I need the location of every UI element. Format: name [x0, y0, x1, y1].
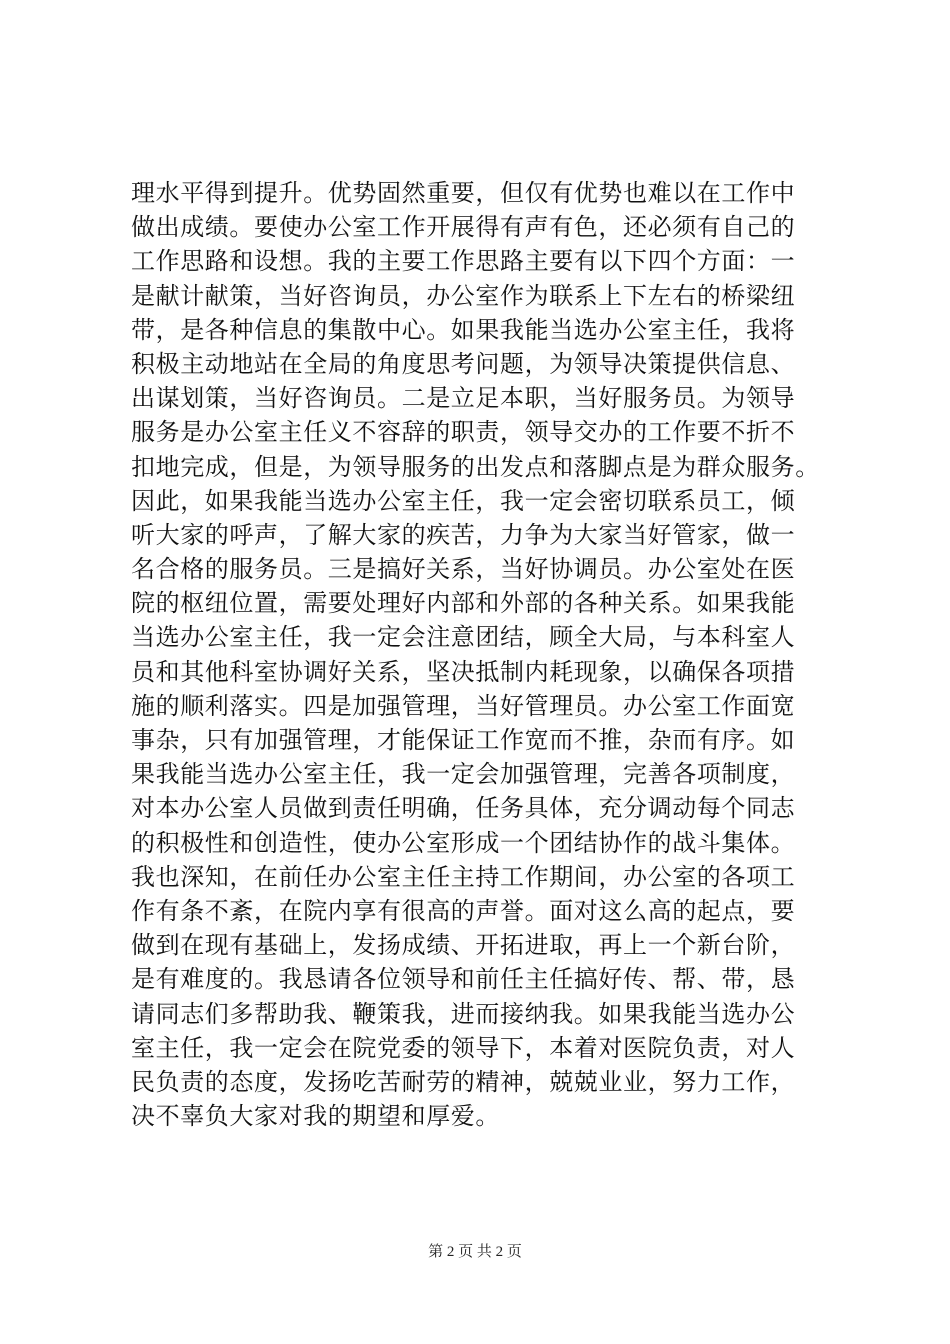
text-line: 施的顺利落实。四是加强管理，当好管理员。办公室工作面宽	[131, 691, 796, 720]
text-line: 工作思路和设想。我的主要工作思路主要有以下四个方面：一	[131, 247, 796, 276]
text-line: 扣地完成，但是，为领导服务的出发点和落脚点是为群众服务。	[131, 452, 820, 481]
text-line: 的积极性和创造性，使办公室形成一个团结协作的战斗集体。	[131, 828, 796, 857]
text-line: 带，是各种信息的集散中心。如果我能当选办公室主任，我将	[131, 315, 796, 344]
body-text	[131, 176, 841, 1133]
page-number-footer: 第 2 页 共 2 页	[428, 1244, 522, 1260]
text-line: 对本办公室人员做到责任明确，任务具体，充分调动每个同志	[131, 794, 796, 823]
text-line: 做到在现有基础上，发扬成绩、开拓进取，再上一个新台阶，	[131, 931, 796, 960]
text-line: 室主任，我一定会在院党委的领导下，本着对医院负责，对人	[131, 1033, 796, 1062]
text-line: 是有难度的。我恳请各位领导和前任主任搞好传、帮、带，恳	[131, 965, 796, 994]
text-line: 积极主动地站在全局的角度思考问题，为领导决策提供信息、	[131, 349, 796, 378]
text-line: 民负责的态度，发扬吃苦耐劳的精神，兢兢业业，努力工作，	[131, 1067, 796, 1096]
text-line: 服务是办公室主任义不容辞的职责，领导交办的工作要不折不	[131, 418, 796, 447]
text-line: 当选办公室主任，我一定会注意团结，顾全大局，与本科室人	[131, 623, 796, 652]
text-line: 做出成绩。要使办公室工作开展得有声有色，还必须有自己的	[131, 213, 796, 242]
text-line: 员和其他科室协调好关系，坚决抵制内耗现象，以确保各项措	[131, 657, 796, 686]
text-line: 是献计献策，当好咨询员，办公室作为联系上下左右的桥梁纽	[131, 281, 796, 310]
text-line: 理水平得到提升。优势固然重要，但仅有优势也难以在工作中	[131, 179, 796, 207]
text-line: 请同志们多帮助我、鞭策我，进而接纳我。如果我能当选办公	[131, 999, 796, 1028]
text-line: 名合格的服务员。三是搞好关系，当好协调员。办公室处在医	[131, 555, 796, 584]
text-line: 作有条不紊，在院内享有很高的声誉。面对这么高的起点，要	[131, 896, 796, 925]
text-line: 果我能当选办公室主任，我一定会加强管理，完善各项制度，	[131, 760, 796, 789]
text-line: 出谋划策，当好咨询员。二是立足本职，当好服务员。为领导	[131, 384, 796, 413]
text-line: 听大家的呼声，了解大家的疾苦，力争为大家当好管家，做一	[131, 520, 796, 549]
text-line: 院的枢纽位置，需要处理好内部和外部的各种关系。如果我能	[131, 589, 796, 618]
text-line: 决不辜负大家对我的期望和厚爱。	[131, 1102, 500, 1131]
text-line: 因此，如果我能当选办公室主任，我一定会密切联系员工，倾	[131, 486, 796, 515]
text-line: 事杂，只有加强管理，才能保证工作宽而不推，杂而有序。如	[131, 726, 796, 754]
text-line: 我也深知，在前任办公室主任主持工作期间，办公室的各项工	[131, 862, 796, 891]
